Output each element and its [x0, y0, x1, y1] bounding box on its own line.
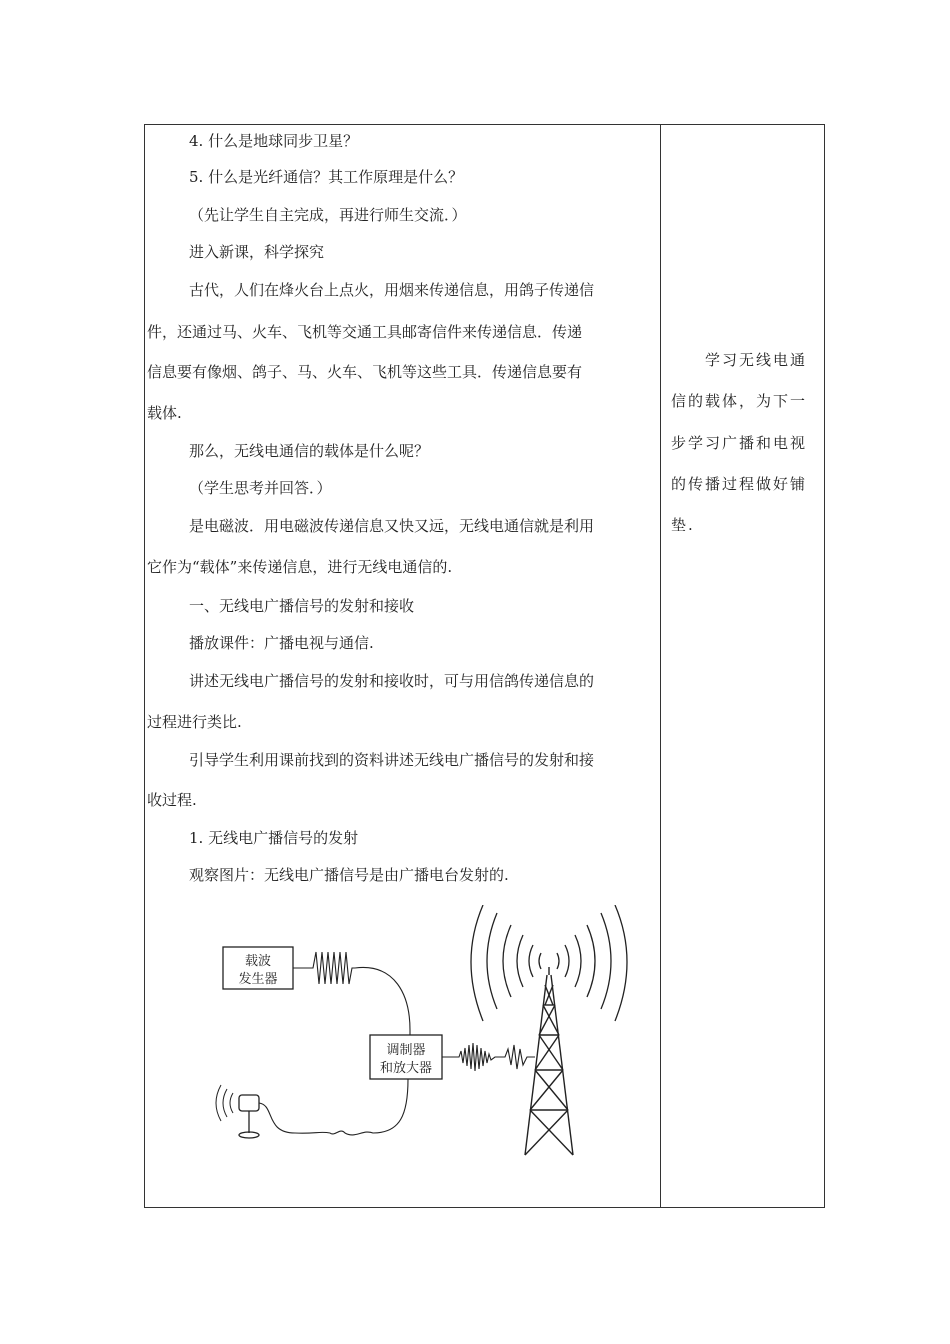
text-line: 载体. — [147, 404, 182, 422]
side-note-line: 学习无线电通 — [705, 351, 808, 369]
modulator-amplifier-box — [370, 1035, 442, 1079]
text-line: 引导学生利用课前找到的资料讲述无线电广播信号的发射和接 — [189, 751, 595, 769]
broadcast-transmission-diagram — [205, 905, 655, 1165]
carrier-generator-label-1: 载波 — [244, 954, 272, 969]
section-heading: 一、无线电广播信号的发射和接收 — [189, 597, 415, 615]
carrier-generator-label-2: 发生器 — [238, 972, 278, 987]
text-line: 信息要有像烟、鸽子、马、火车、飞机等这些工具．传递信息要有 — [147, 363, 583, 381]
column-divider — [660, 125, 661, 1207]
text-line: 观察图片：无线电广播信号是由广播电台发射的. — [189, 866, 509, 884]
text-line: 进入新课，科学探究 — [189, 243, 325, 261]
text-line: 是电磁波．用电磁波传递信息又快又远，无线电通信就是利用 — [189, 517, 595, 535]
carrier-wire — [355, 967, 410, 1035]
modulated-wave — [442, 1043, 535, 1071]
side-note-line: 的传播过程做好铺 — [671, 475, 808, 493]
text-line: 那么，无线电通信的载体是什么呢？ — [189, 442, 430, 460]
carrier-generator-box — [223, 947, 293, 989]
modulator-label-1: 调制器 — [386, 1043, 426, 1058]
text-line: 4. 什么是地球同步卫星？ — [189, 132, 359, 150]
side-note-line: 垫. — [671, 516, 695, 534]
transmission-tower — [525, 967, 573, 1155]
text-line: 件，还通过马、火车、飞机等交通工具邮寄信件来传递信息．传递 — [147, 323, 583, 341]
text-line: 收过程. — [147, 791, 197, 809]
audio-wire — [259, 1079, 408, 1135]
microphone-icon — [216, 1085, 259, 1138]
lesson-table — [144, 124, 825, 1208]
text-line: 过程进行类比. — [147, 713, 242, 731]
modulator-label-2: 和放大器 — [379, 1061, 433, 1076]
side-note-line: 信的载体，为下一 — [671, 392, 808, 410]
carrier-wave — [293, 952, 355, 984]
text-line: 讲述无线电广播信号的发射和接收时，可与用信鸽传递信息的 — [189, 672, 595, 690]
text-line: 5. 什么是光纤通信？其工作原理是什么？ — [189, 168, 464, 186]
radio-waves — [471, 905, 627, 1021]
text-line: 古代，人们在烽火台上点火，用烟来传递信息，用鸽子传递信 — [189, 281, 595, 299]
text-line: （学生思考并回答．） — [189, 479, 332, 497]
subsection-heading: 1. 无线电广播信号的发射 — [189, 829, 359, 847]
text-line: 播放课件：广播电视与通信. — [189, 634, 374, 652]
text-line: 它作为“载体”来传递信息，进行无线电通信的. — [147, 558, 453, 576]
side-note-line: 步学习广播和电视 — [671, 434, 808, 452]
text-line: （先让学生自主完成，再进行师生交流．） — [189, 206, 467, 224]
